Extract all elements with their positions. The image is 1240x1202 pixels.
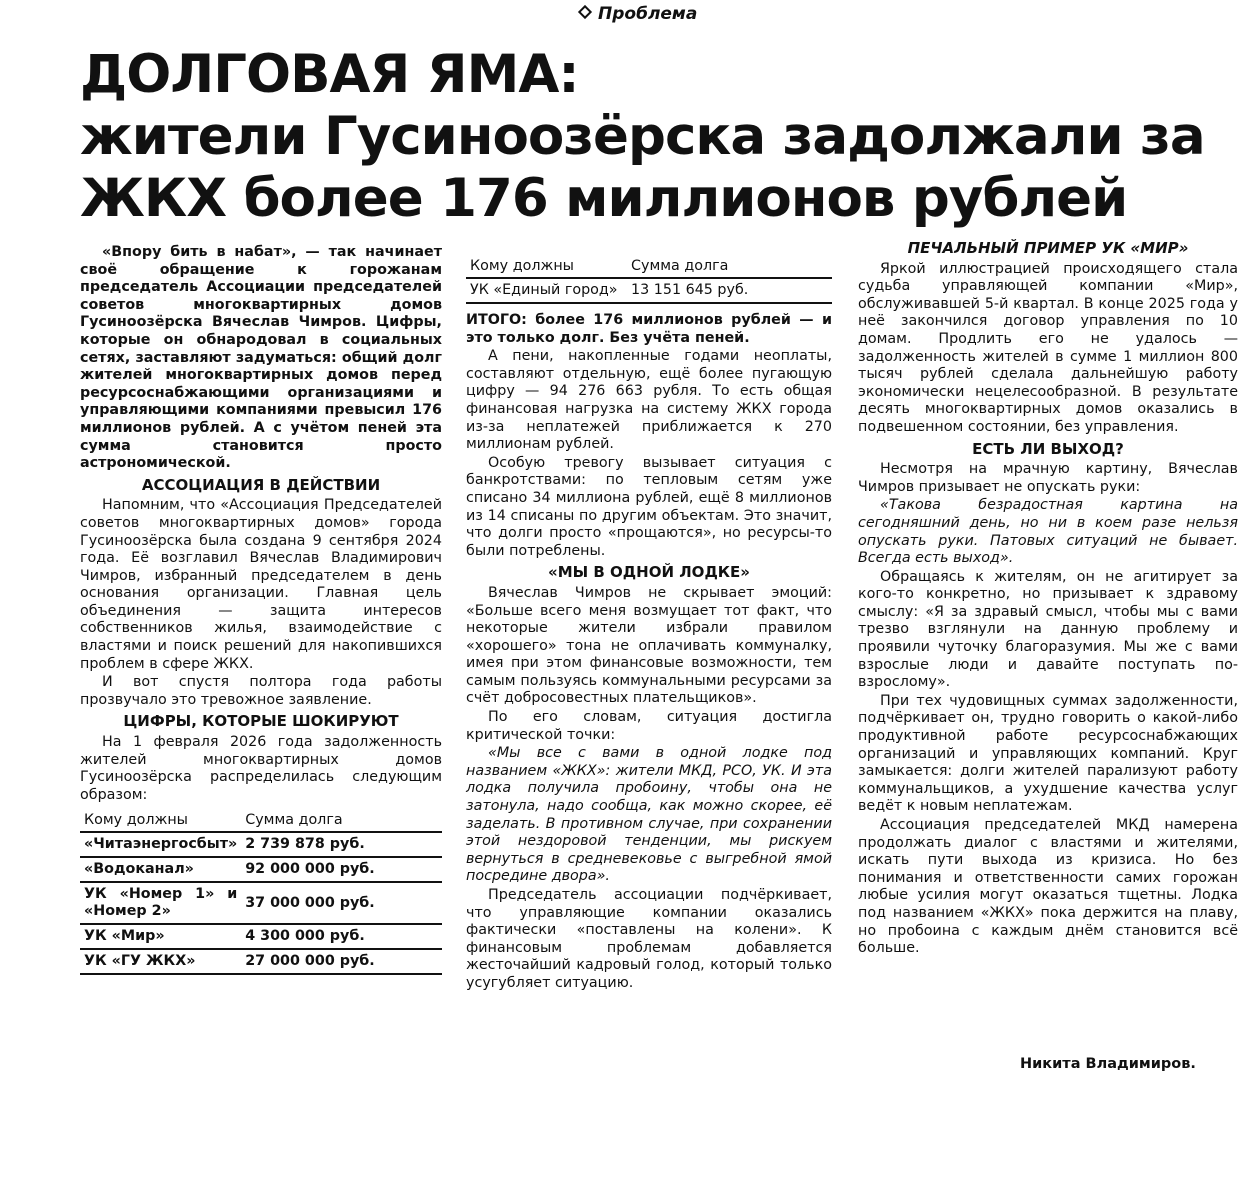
article-column-2 bbox=[466, 250, 832, 994]
table-row bbox=[80, 832, 442, 857]
article-headline bbox=[80, 44, 1240, 230]
paragraph: А пени, накопленные годами неоплаты, составляют отдельную, ещё более пугающую цифру — 94 276 663 рубля. То есть общая финансовая нагрузка на систему ЖКХ города из-за неплатежей приближается к 270 миллионам рублей. bbox=[466, 348, 832, 453]
column-header-creditor: Кому должны bbox=[80, 810, 241, 832]
diamond-icon bbox=[578, 5, 592, 19]
creditor-name: УК «ГУ ЖКХ» bbox=[80, 949, 241, 974]
debt-amount: 4 300 000 руб. bbox=[241, 924, 442, 949]
subheading-way-out: ЕСТЬ ЛИ ВЫХОД? bbox=[972, 439, 1124, 458]
paragraph: Яркой иллюстрацией происходящего стала судьба управляющей компании «Мир», обслуживавшей 5-й квартал. В конце 2025 года у неё закончился договор управления по 10 домам. Продлить его не удалось — задолженность жителей в сумме 1 миллион 800 тысяч рублей сделала дальнейшую работу экономически нецелесообразной. В результате десять многоквартирных домов оказались в подвешенном состоянии, без управления. bbox=[858, 260, 1238, 435]
column-header-amount: Сумма долга bbox=[627, 256, 832, 278]
table-row bbox=[80, 924, 442, 949]
table-header-row bbox=[80, 810, 442, 832]
quote-paragraph: «Мы все с вами в одной лодке под названием «ЖКХ»: жители МКД, РСО, УК. И эта лодка получила пробоину, чтобы она не затонула, надо сообща, как можно скорее, её заделать. В противном случае, при сохранении этой нездоровой тенденции, мы рискуем вернуться в средневековье с выгребной ямой посредине двора». bbox=[466, 745, 832, 885]
headline-line-3: ЖКХ более 176 миллионов рублей bbox=[80, 168, 1128, 229]
paragraph: Несмотря на мрачную картину, Вячеслав Чимров призывает не опускать руки: bbox=[858, 461, 1238, 495]
debt-amount: 27 000 000 руб. bbox=[241, 949, 442, 974]
debt-amount: 13 151 645 руб. bbox=[627, 278, 832, 303]
debt-amount: 2 739 878 руб. bbox=[241, 832, 442, 857]
paragraph: При тех чудовищных суммах задолженности, подчёркивает он, трудно говорить о какой-либо продуктивной работе ресурсоснабжающих организаций и управляющих компаний. Круг замыкается: долги жителей парализуют работу коммунальщиков, а ухудшение качества услуг ведёт к новым неплатежам. bbox=[858, 692, 1238, 815]
debt-amount: 37 000 000 руб. bbox=[241, 882, 442, 924]
paragraph: Обращаясь к жителям, он не агитирует за кого-то конкретно, но призывает к здравому смыслу: «Я за здравый смысл, чтобы мы с вами трезво взглянули на данную проблему и проявили чуточку благоразумия. Мы же с вами взрослые люди и давайте поступать по-взрослому». bbox=[858, 568, 1238, 691]
table-row bbox=[80, 882, 442, 924]
subheading-mir-example: ПЕЧАЛЬНЫЙ ПРИМЕР УК «МИР» bbox=[907, 239, 1189, 257]
creditor-name: УК «Единый город» bbox=[466, 278, 627, 303]
quote-paragraph: «Такова безрадостная картина на сегодняшний день, но ни в коем разе нельзя опускать руки. Патовых ситуаций не бывает. Всегда есть выход». bbox=[858, 497, 1238, 567]
paragraph: Вячеслав Чимров не скрывает эмоций: «Больше всего меня возмущает тот факт, что некоторые жители избрали правилом «хорошего» тона не оплачивать коммуналку, имея при этом финансовые возможности, тем самым пользуясь коммунальными ресурсами за счёт добросовестных плательщиков». bbox=[466, 584, 832, 707]
creditor-name: УК «Номер 1» и «Номер 2» bbox=[80, 882, 241, 924]
subheading-one-boat: «МЫ В ОДНОЙ ЛОДКЕ» bbox=[548, 563, 750, 582]
total-summary: ИТОГО: более 176 миллионов рублей — и это только долг. Без учёта пеней. bbox=[466, 312, 832, 346]
paragraph: Особую тревогу вызывает ситуация с банкротствами: по тепловым сетям уже списано 34 миллиона рублей, ещё 8 миллионов из 14 списаны по другим объектам. Это значит, что долги просто «прощаются», но ресурсы-то были потреблены. bbox=[466, 454, 832, 559]
author-signature: Никита Владимиров. bbox=[1020, 1056, 1196, 1072]
column-header-amount: Сумма долга bbox=[241, 810, 442, 832]
subheading-association: АССОЦИАЦИЯ В ДЕЙСТВИИ bbox=[141, 475, 381, 494]
paragraph: По его словам, ситуация достигла критической точки: bbox=[466, 709, 832, 743]
paragraph: На 1 февраля 2026 года задолженность жителей многоквартирных домов Гусиноозёрска распределилась следующим образом: bbox=[80, 734, 442, 803]
paragraph: И вот спустя полтора года работы прозвучало это тревожное заявление. bbox=[80, 674, 442, 708]
creditor-name: «Читаэнергосбыт» bbox=[80, 832, 241, 857]
debt-amount: 92 000 000 руб. bbox=[241, 857, 442, 882]
debt-table bbox=[80, 810, 442, 975]
table-row bbox=[80, 949, 442, 974]
creditor-name: «Водоканал» bbox=[80, 857, 241, 882]
article-column-1 bbox=[80, 244, 442, 983]
paragraph: Председатель ассоциации подчёркивает, что управляющие компании оказались фактически «поставлены на колени». К финансовым проблемам добавляется жесточайший кадровый голод, который только усугубляет ситуацию. bbox=[466, 887, 832, 991]
section-rubric bbox=[580, 4, 697, 24]
table-row bbox=[466, 278, 832, 303]
debt-table-continued bbox=[466, 256, 832, 304]
table-header-row bbox=[466, 256, 832, 278]
column-header-creditor: Кому должны bbox=[466, 256, 627, 278]
headline-line-2: жители Гусиноозёрска задолжали за bbox=[80, 106, 1205, 167]
rubric-label: Проблема bbox=[598, 4, 698, 24]
article-column-3 bbox=[858, 236, 1238, 959]
paragraph: Ассоциация председателей МКД намерена продолжать диалог с властями и жителями, искать пути выхода из кризиса. Но без понимания и ответственности самих горожан любые усилия могут оказаться тщетны. Лодка под названием «ЖКХ» пока держится на плаву, но пробоина с каждым днём становится всё больше. bbox=[858, 817, 1238, 957]
lead-paragraph: «Впору бить в набат», — так начинает своё обращение к горожанам председатель Ассоциации председателей советов многоквартирных домов Гусиноозёрска Вячеслав Чимров. Цифры, которые он обнародовал в социальных сетях, заставляют задуматься: общий долг жителей многоквартирных домов перед ресурсоснабжающими организациями и управляющими компаниями превысил 176 миллионов рублей. А с учётом пеней эта сумма становится просто астрономической. bbox=[80, 244, 442, 472]
table-row bbox=[80, 857, 442, 882]
headline-line-1: ДОЛГОВАЯ ЯМА: bbox=[80, 44, 579, 105]
paragraph: Напомним, что «Ассоциация Председателей советов многоквартирных домов» города Гусиноозёрска была создана 9 сентября 2024 года. Её возглавил Вячеслав Владимирович Чимров, избранный председателем в день основания организации. Главная цель объединения — защита интересов собственников жилья, взаимодействие с властями и поиск решений для накопившихся проблем в сфере ЖКХ. bbox=[80, 497, 442, 672]
subheading-figures: ЦИФРЫ, КОТОРЫЕ ШОКИРУЮТ bbox=[123, 712, 399, 731]
creditor-name: УК «Мир» bbox=[80, 924, 241, 949]
